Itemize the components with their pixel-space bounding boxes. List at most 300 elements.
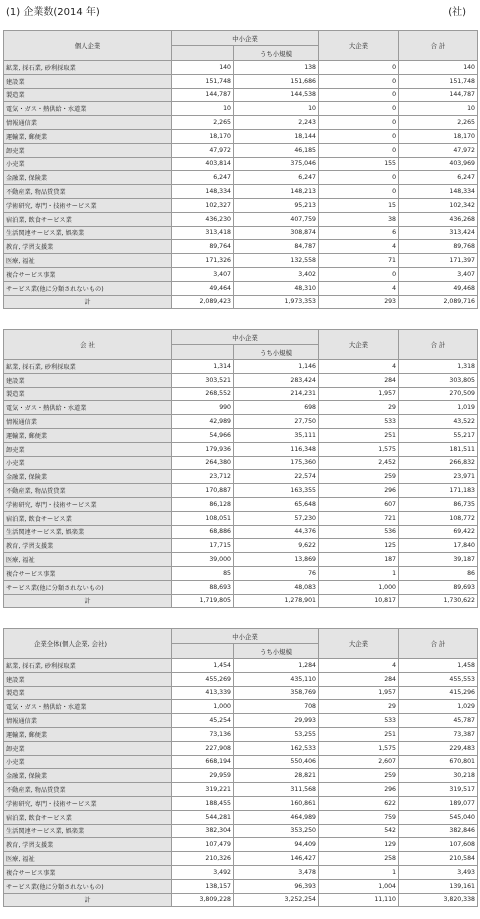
small-count: 116,348: [234, 442, 319, 456]
sme-count: 10: [172, 102, 234, 116]
large-count: 284: [319, 672, 399, 686]
table-row: [4, 741, 478, 755]
total-count: 545,040: [399, 810, 478, 824]
total-count: 49,468: [399, 281, 478, 295]
sme-count: 436,230: [172, 212, 234, 226]
sme-count: 313,418: [172, 226, 234, 240]
total-count: 1,318: [399, 360, 478, 374]
total-count: 382,846: [399, 824, 478, 838]
sme-count: 319,221: [172, 783, 234, 797]
industry-name: 医療, 福祉: [4, 852, 172, 866]
table-row: [4, 714, 478, 728]
industry-name: 複合サービス事業: [4, 566, 172, 580]
industry-name: 学術研究, 専門・技術サービス業: [4, 497, 172, 511]
total-count: 140: [399, 61, 478, 75]
small-count: 151,686: [234, 74, 319, 88]
table-row: [4, 442, 478, 456]
large-count: 0: [319, 102, 399, 116]
small-count: 95,213: [234, 198, 319, 212]
large-count: 0: [319, 143, 399, 157]
large-count: 721: [319, 511, 399, 525]
total-row: [4, 893, 478, 907]
small-count: 2,243: [234, 116, 319, 130]
small-count: 708: [234, 700, 319, 714]
small-count: 48,310: [234, 281, 319, 295]
industry-name: サービス業(他に分類されないもの): [4, 281, 172, 295]
total-count: 229,483: [399, 741, 478, 755]
large-count: 155: [319, 157, 399, 171]
unit-label: (社): [448, 7, 466, 18]
small-count: 44,376: [234, 525, 319, 539]
industry-name: 鉱業, 採石業, 砂利採取業: [4, 659, 172, 673]
page-caption: (1) 企業数(2014 年): [6, 7, 100, 18]
sme-count: 54,966: [172, 428, 234, 442]
table-row: [4, 700, 478, 714]
sme-count: 23,712: [172, 470, 234, 484]
table-row: [4, 212, 478, 226]
large-count: 0: [319, 61, 399, 75]
industry-name: 情報通信業: [4, 415, 172, 429]
sme-count: 49,464: [172, 281, 234, 295]
total-count: 181,511: [399, 442, 478, 456]
large-count: 125: [319, 539, 399, 553]
industry-name: 小売業: [4, 157, 172, 171]
industry-name: 運輸業, 郵便業: [4, 129, 172, 143]
table-row: [4, 484, 478, 498]
small-count: 283,424: [234, 373, 319, 387]
header-blank: [172, 46, 234, 61]
total-count: 89,768: [399, 240, 478, 254]
small-count: 57,230: [234, 511, 319, 525]
large-count: 622: [319, 796, 399, 810]
small-count: 3,478: [234, 865, 319, 879]
table-row: [4, 198, 478, 212]
large-count: 607: [319, 497, 399, 511]
grand-total: 2,089,716: [399, 295, 478, 309]
industry-name: 建設業: [4, 672, 172, 686]
small-count: 27,750: [234, 415, 319, 429]
header-large: 大企業: [319, 31, 399, 61]
total-count: 43,522: [399, 415, 478, 429]
header-blank: [172, 345, 234, 360]
large-total: 293: [319, 295, 399, 309]
total-count: 171,183: [399, 484, 478, 498]
sme-count: 144,787: [172, 88, 234, 102]
small-count: 29,993: [234, 714, 319, 728]
industry-name: 建設業: [4, 373, 172, 387]
small-count: 435,110: [234, 672, 319, 686]
total-count: 10: [399, 102, 478, 116]
small-count: 84,787: [234, 240, 319, 254]
sme-count: 455,269: [172, 672, 234, 686]
header-total: 合 計: [399, 31, 478, 61]
sme-count: 148,334: [172, 185, 234, 199]
total-count: 171,397: [399, 254, 478, 268]
small-count: 148,213: [234, 185, 319, 199]
small-count: 138: [234, 61, 319, 75]
industry-name: 運輸業, 郵便業: [4, 727, 172, 741]
industry-name: 鉱業, 採石業, 砂利採取業: [4, 360, 172, 374]
table-row: [4, 659, 478, 673]
sme-count: 85: [172, 566, 234, 580]
small-total: 1,278,901: [234, 594, 319, 608]
sme-count: 171,326: [172, 254, 234, 268]
industry-name: 不動産業, 物品賃貸業: [4, 185, 172, 199]
small-count: 311,568: [234, 783, 319, 797]
total-count: 270,509: [399, 387, 478, 401]
sme-count: 88,693: [172, 580, 234, 594]
small-count: 35,111: [234, 428, 319, 442]
small-count: 146,427: [234, 852, 319, 866]
sme-count: 303,521: [172, 373, 234, 387]
large-count: 2,452: [319, 456, 399, 470]
total-count: 6,247: [399, 171, 478, 185]
small-count: 214,231: [234, 387, 319, 401]
table-row: [4, 511, 478, 525]
industry-name: 生活関連サービス業, 娯楽業: [4, 824, 172, 838]
sme-count: 86,128: [172, 497, 234, 511]
sme-count: 3,407: [172, 267, 234, 281]
small-count: 18,144: [234, 129, 319, 143]
sme-count: 138,157: [172, 879, 234, 893]
small-count: 550,406: [234, 755, 319, 769]
industry-name: 製造業: [4, 88, 172, 102]
total-count: 3,493: [399, 865, 478, 879]
sme-count: 107,479: [172, 838, 234, 852]
table-row: [4, 254, 478, 268]
table-row: [4, 102, 478, 116]
total-count: 1,029: [399, 700, 478, 714]
small-count: 28,821: [234, 769, 319, 783]
header-small: うち小規模: [234, 345, 319, 360]
sme-count: 179,936: [172, 442, 234, 456]
total-count: 23,971: [399, 470, 478, 484]
large-count: 29: [319, 401, 399, 415]
industry-name: 運輸業, 郵便業: [4, 428, 172, 442]
industry-name: 情報通信業: [4, 714, 172, 728]
sme-count: 102,327: [172, 198, 234, 212]
large-count: 296: [319, 484, 399, 498]
large-count: 296: [319, 783, 399, 797]
total-count: 303,805: [399, 373, 478, 387]
sme-count: 227,908: [172, 741, 234, 755]
sme-count: 1,000: [172, 700, 234, 714]
industry-name: 金融業, 保険業: [4, 171, 172, 185]
large-count: 0: [319, 267, 399, 281]
total-label: 計: [4, 893, 172, 907]
sme-count: 68,886: [172, 525, 234, 539]
header-small: うち小規模: [234, 46, 319, 61]
total-count: 86: [399, 566, 478, 580]
large-total: 11,110: [319, 893, 399, 907]
table-row: [4, 240, 478, 254]
header-sme: 中小企業: [172, 31, 319, 46]
table-row: [4, 783, 478, 797]
sme-count: 89,764: [172, 240, 234, 254]
table-row: [4, 686, 478, 700]
total-count: 319,517: [399, 783, 478, 797]
large-count: 0: [319, 185, 399, 199]
sme-count: 413,339: [172, 686, 234, 700]
large-count: 4: [319, 659, 399, 673]
header-sme: 中小企業: [172, 330, 319, 345]
sme-count: 668,194: [172, 755, 234, 769]
table-row: [4, 74, 478, 88]
industry-name: 金融業, 保険業: [4, 769, 172, 783]
small-count: 132,558: [234, 254, 319, 268]
total-count: 313,424: [399, 226, 478, 240]
table-title: 個人企業: [4, 31, 172, 61]
large-count: 4: [319, 240, 399, 254]
total-count: 55,217: [399, 428, 478, 442]
table-row: [4, 755, 478, 769]
total-count: 266,832: [399, 456, 478, 470]
large-count: 251: [319, 727, 399, 741]
large-count: 258: [319, 852, 399, 866]
table-row: [4, 497, 478, 511]
small-count: 144,538: [234, 88, 319, 102]
large-count: 251: [319, 428, 399, 442]
sme-count: 268,552: [172, 387, 234, 401]
table-row: [4, 470, 478, 484]
small-count: 9,622: [234, 539, 319, 553]
small-count: 464,989: [234, 810, 319, 824]
small-count: 1,284: [234, 659, 319, 673]
table-row: [4, 116, 478, 130]
industry-name: 製造業: [4, 387, 172, 401]
small-count: 175,360: [234, 456, 319, 470]
table-row: [4, 88, 478, 102]
small-count: 65,648: [234, 497, 319, 511]
table-row: [4, 580, 478, 594]
large-count: 1: [319, 865, 399, 879]
header-small: うち小規模: [234, 644, 319, 659]
large-count: 533: [319, 415, 399, 429]
total-count: 18,170: [399, 129, 478, 143]
sme-count: 6,247: [172, 171, 234, 185]
sme-count: 42,989: [172, 415, 234, 429]
industry-name: 電気・ガス・熱供給・水道業: [4, 700, 172, 714]
small-count: 76: [234, 566, 319, 580]
table-row: [4, 566, 478, 580]
small-count: 162,533: [234, 741, 319, 755]
total-row: [4, 594, 478, 608]
table-row: [4, 810, 478, 824]
total-count: 107,608: [399, 838, 478, 852]
sme-count: 1,314: [172, 360, 234, 374]
table-row: [4, 796, 478, 810]
industry-name: 建設業: [4, 74, 172, 88]
small-count: 46,185: [234, 143, 319, 157]
large-count: 542: [319, 824, 399, 838]
sme-count: 382,304: [172, 824, 234, 838]
total-count: 3,407: [399, 267, 478, 281]
total-count: 403,969: [399, 157, 478, 171]
industry-name: 医療, 福祉: [4, 254, 172, 268]
industry-name: 宿泊業, 飲食サービス業: [4, 810, 172, 824]
large-count: 4: [319, 360, 399, 374]
table-row: [4, 539, 478, 553]
industry-name: 複合サービス事業: [4, 267, 172, 281]
small-count: 3,402: [234, 267, 319, 281]
industry-name: 電気・ガス・熱供給・水道業: [4, 401, 172, 415]
total-count: 210,584: [399, 852, 478, 866]
industry-name: 教育, 学習支援業: [4, 838, 172, 852]
sme-count: 990: [172, 401, 234, 415]
industry-name: 製造業: [4, 686, 172, 700]
table-row: [4, 769, 478, 783]
industry-name: 学術研究, 専門・技術サービス業: [4, 198, 172, 212]
large-count: 759: [319, 810, 399, 824]
table-row: [4, 267, 478, 281]
sme-count: 18,170: [172, 129, 234, 143]
large-count: 284: [319, 373, 399, 387]
sme-total: 2,089,423: [172, 295, 234, 309]
header-sme: 中小企業: [172, 629, 319, 644]
table-row: [4, 415, 478, 429]
large-count: 533: [319, 714, 399, 728]
sme-count: 188,455: [172, 796, 234, 810]
industry-name: 小売業: [4, 755, 172, 769]
small-count: 13,869: [234, 553, 319, 567]
industry-name: 不動産業, 物品賃貸業: [4, 484, 172, 498]
large-count: 15: [319, 198, 399, 212]
industry-name: 生活関連サービス業, 娯楽業: [4, 525, 172, 539]
header-large: 大企業: [319, 330, 399, 360]
table-row: [4, 525, 478, 539]
small-count: 10: [234, 102, 319, 116]
industry-name: 金融業, 保険業: [4, 470, 172, 484]
industry-name: 学術研究, 専門・技術サービス業: [4, 796, 172, 810]
industry-name: 複合サービス事業: [4, 865, 172, 879]
table-row: [4, 456, 478, 470]
total-count: 415,296: [399, 686, 478, 700]
large-count: 1,004: [319, 879, 399, 893]
large-count: 259: [319, 769, 399, 783]
total-count: 69,422: [399, 525, 478, 539]
sme-count: 73,136: [172, 727, 234, 741]
sme-count: 2,265: [172, 116, 234, 130]
large-count: 536: [319, 525, 399, 539]
table-row: [4, 387, 478, 401]
large-count: 1,575: [319, 741, 399, 755]
sme-count: 47,972: [172, 143, 234, 157]
table-row: [4, 838, 478, 852]
large-count: 38: [319, 212, 399, 226]
small-count: 160,861: [234, 796, 319, 810]
sme-count: 17,715: [172, 539, 234, 553]
data-table: [3, 628, 478, 907]
sme-total: 1,719,805: [172, 594, 234, 608]
large-count: 129: [319, 838, 399, 852]
grand-total: 3,820,338: [399, 893, 478, 907]
data-table: [3, 30, 478, 309]
total-label: 計: [4, 594, 172, 608]
total-count: 455,553: [399, 672, 478, 686]
table-row: [4, 226, 478, 240]
small-count: 94,409: [234, 838, 319, 852]
table-row: [4, 824, 478, 838]
table-row: [4, 61, 478, 75]
industry-name: 教育, 学習支援業: [4, 240, 172, 254]
sme-count: 403,814: [172, 157, 234, 171]
table-row: [4, 373, 478, 387]
industry-name: 卸売業: [4, 143, 172, 157]
table-row: [4, 672, 478, 686]
small-total: 3,252,254: [234, 893, 319, 907]
large-count: 0: [319, 74, 399, 88]
table-row: [4, 401, 478, 415]
small-count: 358,769: [234, 686, 319, 700]
large-count: 259: [319, 470, 399, 484]
total-count: 47,972: [399, 143, 478, 157]
total-count: 1,458: [399, 659, 478, 673]
total-row: [4, 295, 478, 309]
sme-count: 140: [172, 61, 234, 75]
total-count: 670,801: [399, 755, 478, 769]
industry-name: 情報通信業: [4, 116, 172, 130]
sme-count: 39,000: [172, 553, 234, 567]
total-count: 39,187: [399, 553, 478, 567]
industry-name: 宿泊業, 飲食サービス業: [4, 212, 172, 226]
industry-name: 卸売業: [4, 442, 172, 456]
industry-name: 宿泊業, 飲食サービス業: [4, 511, 172, 525]
sme-count: 210,326: [172, 852, 234, 866]
small-count: 353,250: [234, 824, 319, 838]
total-count: 2,265: [399, 116, 478, 130]
table-row: [4, 879, 478, 893]
industry-name: 不動産業, 物品賃貸業: [4, 783, 172, 797]
table-row: [4, 171, 478, 185]
small-count: 407,759: [234, 212, 319, 226]
sme-count: 108,051: [172, 511, 234, 525]
header-total: 合 計: [399, 330, 478, 360]
header-blank: [172, 644, 234, 659]
small-count: 48,083: [234, 580, 319, 594]
total-count: 45,787: [399, 714, 478, 728]
sme-count: 170,887: [172, 484, 234, 498]
large-count: 29: [319, 700, 399, 714]
sme-total: 3,809,228: [172, 893, 234, 907]
total-count: 139,161: [399, 879, 478, 893]
sme-count: 3,492: [172, 865, 234, 879]
large-count: 6: [319, 226, 399, 240]
total-count: 30,218: [399, 769, 478, 783]
industry-name: サービス業(他に分類されないもの): [4, 580, 172, 594]
large-count: 187: [319, 553, 399, 567]
total-count: 148,334: [399, 185, 478, 199]
small-count: 698: [234, 401, 319, 415]
industry-name: 教育, 学習支援業: [4, 539, 172, 553]
small-count: 163,355: [234, 484, 319, 498]
large-count: 0: [319, 88, 399, 102]
total-count: 436,268: [399, 212, 478, 226]
sme-count: 264,380: [172, 456, 234, 470]
industry-name: 鉱業, 採石業, 砂利採取業: [4, 61, 172, 75]
industry-name: 小売業: [4, 456, 172, 470]
industry-name: 卸売業: [4, 741, 172, 755]
grand-total: 1,730,622: [399, 594, 478, 608]
sme-count: 29,959: [172, 769, 234, 783]
industry-name: サービス業(他に分類されないもの): [4, 879, 172, 893]
small-count: 96,393: [234, 879, 319, 893]
table-row: [4, 157, 478, 171]
total-count: 108,772: [399, 511, 478, 525]
total-count: 151,748: [399, 74, 478, 88]
table-row: [4, 428, 478, 442]
large-count: 2,607: [319, 755, 399, 769]
table-row: [4, 281, 478, 295]
